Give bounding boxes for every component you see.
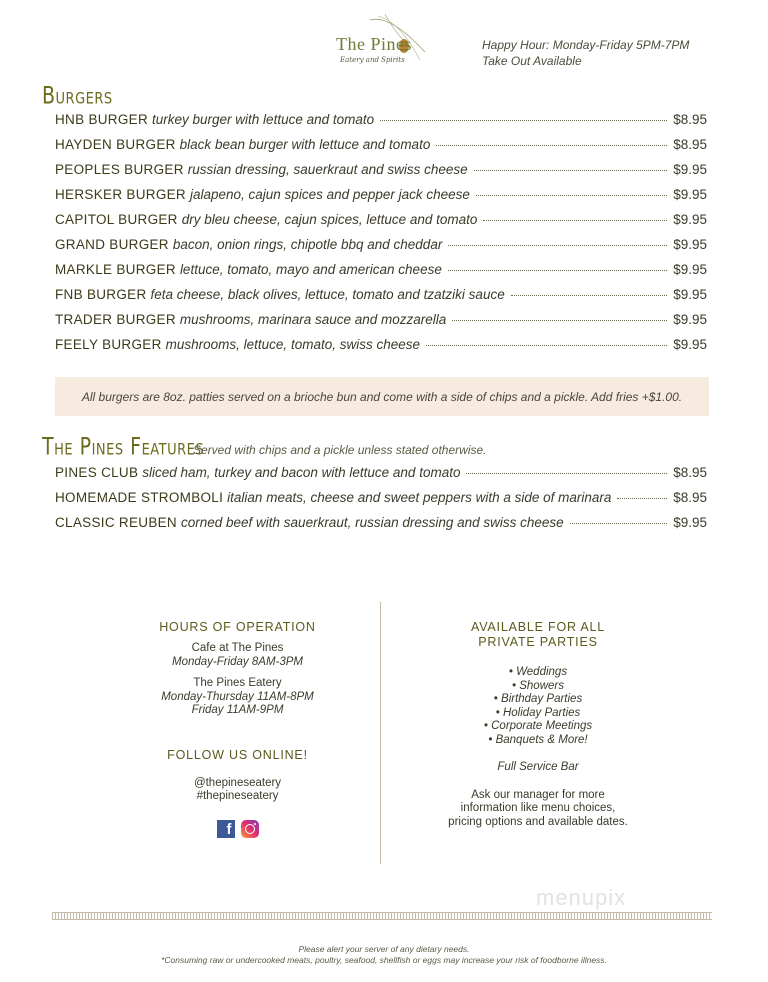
- item-name: HOMEMADE STROMBOLI: [55, 490, 224, 505]
- burger-item: [55, 287, 707, 312]
- happy-hour-text: Happy Hour: Monday-Friday 5PM-7PM: [482, 38, 690, 52]
- logo: [330, 12, 430, 74]
- parties-title-line2: PRIVATE PARTIES: [478, 635, 598, 649]
- item-name: FEELY BURGER: [55, 337, 162, 352]
- burger-item: [55, 262, 707, 287]
- item-price: $8.95: [673, 112, 707, 127]
- follow-title: FOLLOW US ONLINE!: [167, 747, 308, 762]
- burger-note: All burgers are 8oz. patties served on a brioche bun and come with a side of chips and a pickle. Add fries +$1.00.: [55, 377, 709, 416]
- cafe-hours: Monday-Friday 8AM-3PM: [171, 655, 303, 668]
- item-name: CAPITOL BURGER: [55, 212, 178, 227]
- party-type: • Birthday Parties: [493, 693, 583, 705]
- footer: [0, 944, 768, 966]
- item-description: sliced ham, turkey and bacon with lettuce and tomato: [142, 465, 461, 480]
- leader-dots: [448, 245, 667, 246]
- item-description: mushrooms, lettuce, tomato, swiss cheese: [165, 337, 420, 352]
- hours-title: HOURS OF OPERATION: [159, 620, 316, 634]
- item-description: lettuce, tomato, mayo and american cheese: [179, 262, 442, 277]
- item-name: HERSKER BURGER: [55, 187, 186, 202]
- take-out-text: Take Out Available: [482, 54, 582, 68]
- item-description: italian meats, cheese and sweet peppers with a side of marinara: [227, 490, 612, 505]
- logo-name: The Pines: [336, 34, 412, 54]
- burger-item: [55, 212, 707, 237]
- leader-dots: [511, 295, 667, 296]
- party-type: • Banquets & More!: [488, 733, 588, 746]
- item-name: TRADER BURGER: [55, 312, 176, 327]
- leader-dots: [426, 345, 667, 346]
- party-type: • Corporate Meetings: [483, 720, 593, 732]
- header-info: [482, 37, 689, 69]
- burger-item: [55, 237, 707, 262]
- eatery-hours-weekday: Monday-Thursday 11AM-8PM: [161, 690, 314, 703]
- item-description: corned beef with sauerkraut, russian dressing and swiss cheese: [180, 515, 564, 530]
- item-name: GRAND BURGER: [55, 237, 169, 252]
- burgers-title: Burgers: [42, 82, 113, 110]
- full-service-bar: Full Service Bar: [497, 761, 579, 773]
- features-note: Served with chips and a pickle unless stated otherwise.: [193, 443, 487, 457]
- item-name: PEOPLES BURGER: [55, 162, 184, 177]
- item-description: turkey burger with lettuce and tomato: [152, 112, 375, 127]
- leader-dots: [448, 270, 667, 271]
- item-price: $8.95: [673, 137, 707, 152]
- item-description: jalapeno, cajun spices and pepper jack cheese: [189, 187, 470, 202]
- party-type: • Holiday Parties: [495, 706, 581, 719]
- burger-item: [55, 312, 707, 337]
- item-description: mushrooms, marinara sauce and mozzarella: [179, 312, 447, 327]
- item-price: $9.95: [673, 187, 707, 202]
- item-price: $9.95: [673, 237, 707, 252]
- burger-item: [55, 187, 707, 212]
- leader-dots: [476, 195, 667, 196]
- logo-tagline: Eatery and Spirits: [340, 56, 405, 64]
- social-hashtag: #thepineseatery: [196, 790, 279, 802]
- leader-dots: [617, 498, 667, 499]
- item-price: $9.95: [673, 312, 707, 327]
- item-name: CLASSIC REUBEN: [55, 515, 177, 530]
- features-title: The Pines Features: [42, 433, 205, 461]
- burger-item: [55, 337, 707, 362]
- cafe-name: Cafe at The Pines: [191, 642, 284, 654]
- item-price: $9.95: [673, 287, 707, 302]
- item-description: bacon, onion rings, chipotle bbq and cheddar: [172, 237, 443, 252]
- item-price: $8.95: [673, 465, 707, 480]
- leader-dots: [483, 220, 667, 221]
- parties-title-line1: AVAILABLE FOR ALL: [470, 620, 606, 634]
- footer-disclaimer: *Consuming raw or undercooked meats, poultry, seafood, shellfish or eggs may increase your risk of foodborne illness.: [161, 955, 607, 965]
- item-price: $8.95: [673, 490, 707, 505]
- item-description: black bean burger with lettuce and tomato: [179, 137, 431, 152]
- item-price: $9.95: [673, 515, 707, 530]
- item-price: $9.95: [673, 162, 707, 177]
- item-description: russian dressing, sauerkraut and swiss cheese: [187, 162, 468, 177]
- hours-section: [120, 620, 355, 838]
- party-type: • Weddings: [508, 666, 568, 678]
- burger-item: [55, 112, 707, 137]
- burger-item: [55, 137, 707, 162]
- footer-dietary: Please alert your server of any dietary needs.: [298, 944, 470, 954]
- decorative-border: [52, 912, 712, 920]
- ask-manager-line3: pricing options and available dates.: [448, 815, 628, 828]
- leader-dots: [452, 320, 667, 321]
- burger-list: [55, 112, 707, 362]
- leader-dots: [380, 120, 667, 121]
- column-divider: [380, 602, 381, 864]
- feature-item: [55, 465, 707, 490]
- leader-dots: [474, 170, 668, 171]
- instagram-icon[interactable]: [241, 820, 259, 838]
- party-type: • Showers: [512, 679, 564, 692]
- item-name: FNB BURGER: [55, 287, 147, 302]
- facebook-icon[interactable]: f: [217, 820, 235, 838]
- item-price: $9.95: [673, 337, 707, 352]
- leader-dots: [466, 473, 667, 474]
- leader-dots: [436, 145, 667, 146]
- eatery-name: The Pines Eatery: [193, 677, 282, 689]
- feature-item: [55, 490, 707, 515]
- parties-section: [420, 620, 656, 829]
- parties-list: [420, 666, 656, 747]
- item-name: HNB BURGER: [55, 112, 149, 127]
- item-name: MARKLE BURGER: [55, 262, 176, 277]
- social-icons: [120, 820, 355, 838]
- item-price: $9.95: [673, 212, 707, 227]
- item-description: dry bleu cheese, cajun spices, lettuce and tomato: [181, 212, 478, 227]
- feature-item: [55, 515, 707, 540]
- burger-item: [55, 162, 707, 187]
- ask-manager-line1: Ask our manager for more: [471, 788, 605, 801]
- social-handle: @thepineseatery: [193, 776, 282, 789]
- watermark: menupix: [536, 885, 627, 910]
- eatery-hours-friday: Friday 11AM-9PM: [191, 704, 284, 716]
- item-name: HAYDEN BURGER: [55, 137, 176, 152]
- features-list: [55, 465, 707, 540]
- item-name: PINES CLUB: [55, 465, 139, 480]
- ask-manager-line2: information like menu choices,: [460, 802, 616, 814]
- item-price: $9.95: [673, 262, 707, 277]
- leader-dots: [570, 523, 668, 524]
- item-description: feta cheese, black olives, lettuce, tomato and tzatziki sauce: [150, 287, 505, 302]
